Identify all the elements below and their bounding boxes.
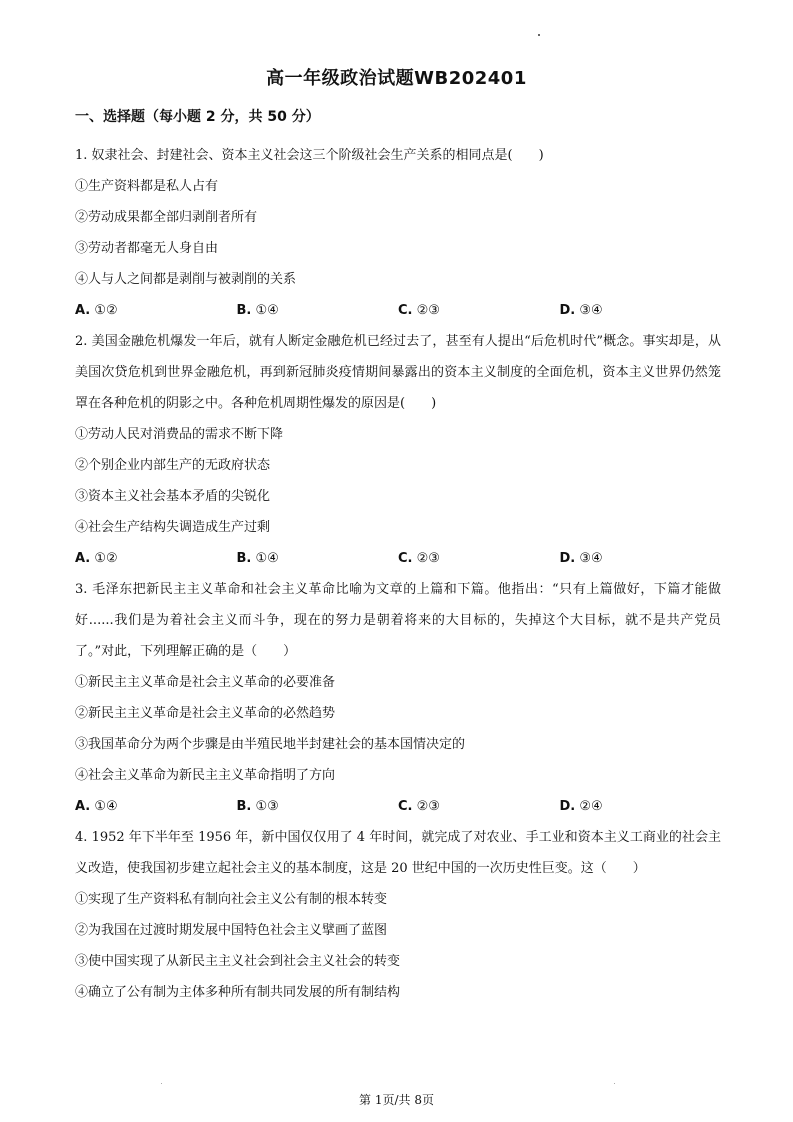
option-b [237,295,399,326]
option-label: B. [236,799,252,814]
statement: ④社会主义革命为新民主主义革命指明了方向 [75,768,336,783]
option-text: ①② [94,551,118,566]
statement: ③劳动者都毫无人身自由 [75,241,219,256]
statement: ③使中国实现了从新民主主义社会到社会主义社会的转变 [75,954,401,969]
option-label: D. [559,303,576,318]
statement: ①生产资料都是私人占有 [75,179,219,194]
statement: ④人与人之间都是剥削与被剥削的关系 [75,272,297,287]
statement: ④确立了公有制为主体多种所有制共同发展的所有制结构 [75,985,401,1000]
option-text: ①③ [255,799,279,814]
question-text: 2. 美国金融危机爆发一年后，就有人断定金融危机已经过去了，甚至有人提出“后危机时代”概念。事实却是，从美国次贷危机到世界金融危机，再到新冠肺炎疫情期间暴露出的资本主义制度的全面危机，资本主义世界仍然笼罩在各种危机的阴影之中。各种危机周期性爆发的原因是( ) [75,334,721,411]
answer-options [75,791,721,822]
statement: ②为我国在过渡时期发展中国特色社会主义擘画了蓝图 [75,923,388,938]
answer-options [75,543,721,574]
option-b [237,543,399,574]
option-label: B. [236,303,252,318]
statement: ②个别企业内部生产的无政府状态 [75,458,271,473]
option-text: ①④ [94,799,118,814]
option-label: C. [398,799,413,814]
statement: ①劳动人民对消费品的需求不断下降 [75,427,284,442]
option-text: ②③ [416,303,440,318]
question-text: 1. 奴隶社会、封建社会、资本主义社会这三个阶级社会生产关系的相同点是( ) [75,148,544,163]
option-label: C. [398,551,413,566]
option-c [398,543,560,574]
option-text: ①④ [255,551,279,566]
statement: ②新民主主义革命是社会主义革命的必然趋势 [75,706,336,721]
statement: ①实现了生产资料私有制向社会主义公有制的根本转变 [75,892,388,907]
option-c [398,791,560,822]
option-text: ②③ [416,551,440,566]
option-text: ③④ [579,551,603,566]
page-footer: 第 1页/共 8页 [359,1093,434,1107]
stray-mark [161,1083,162,1084]
question-1 [75,140,721,326]
option-text: ②④ [579,799,603,814]
option-label: D. [559,551,576,566]
questions-list [75,140,721,1008]
option-a [75,543,237,574]
statement: ③我国革命分为两个步骤是由半殖民地半封建社会的基本国情决定的 [75,737,466,752]
option-label: C. [398,303,413,318]
option-d [560,543,722,574]
question-text: 3. 毛泽东把新民主主义革命和社会主义革命比喻为文章的上篇和下篇。他指出：“只有上篇做好，下篇才能做好......我们是为着社会主义而斗争，现在的努力是朝着将来的大目标的，失掉这个大目标，就不是共产党员了。”对此，下列理解正确的是（ ） [75,582,721,659]
option-text: ③④ [579,303,603,318]
question-4 [75,822,721,1008]
option-label: A. [75,799,91,814]
statement: ①新民主主义革命是社会主义革命的必要准备 [75,675,336,690]
option-a [75,295,237,326]
option-d [560,791,722,822]
stray-dot [538,34,540,36]
option-c [398,295,560,326]
option-d [560,295,722,326]
stray-mark [614,1083,615,1084]
question-text: 4. 1952 年下半年至 1956 年，新中国仅仅用了 4 年时间，就完成了对农业、手工业和资本主义工商业的社会主义改造，使我国初步建立起社会主义的基本制度，这是 20 世纪中国的一次历史性巨变。这（ ） [75,830,721,876]
option-text: ②③ [416,799,440,814]
statement: ②劳动成果都全部归剥削者所有 [75,210,258,225]
option-label: D. [559,799,576,814]
page-title: 高一年级政治试题WB202401 [266,68,527,89]
option-b [237,791,399,822]
question-2 [75,326,721,574]
section-heading: 一、选择题（每小题 2 分，共 50 分） [75,109,320,125]
question-3 [75,574,721,822]
statement: ④社会生产结构失调造成生产过剩 [75,520,271,535]
option-label: A. [75,551,91,566]
statement: ③资本主义社会基本矛盾的尖锐化 [75,489,271,504]
option-label: A. [75,303,91,318]
option-label: B. [236,551,252,566]
option-a [75,791,237,822]
option-text: ①② [94,303,118,318]
option-text: ①④ [255,303,279,318]
answer-options [75,295,721,326]
